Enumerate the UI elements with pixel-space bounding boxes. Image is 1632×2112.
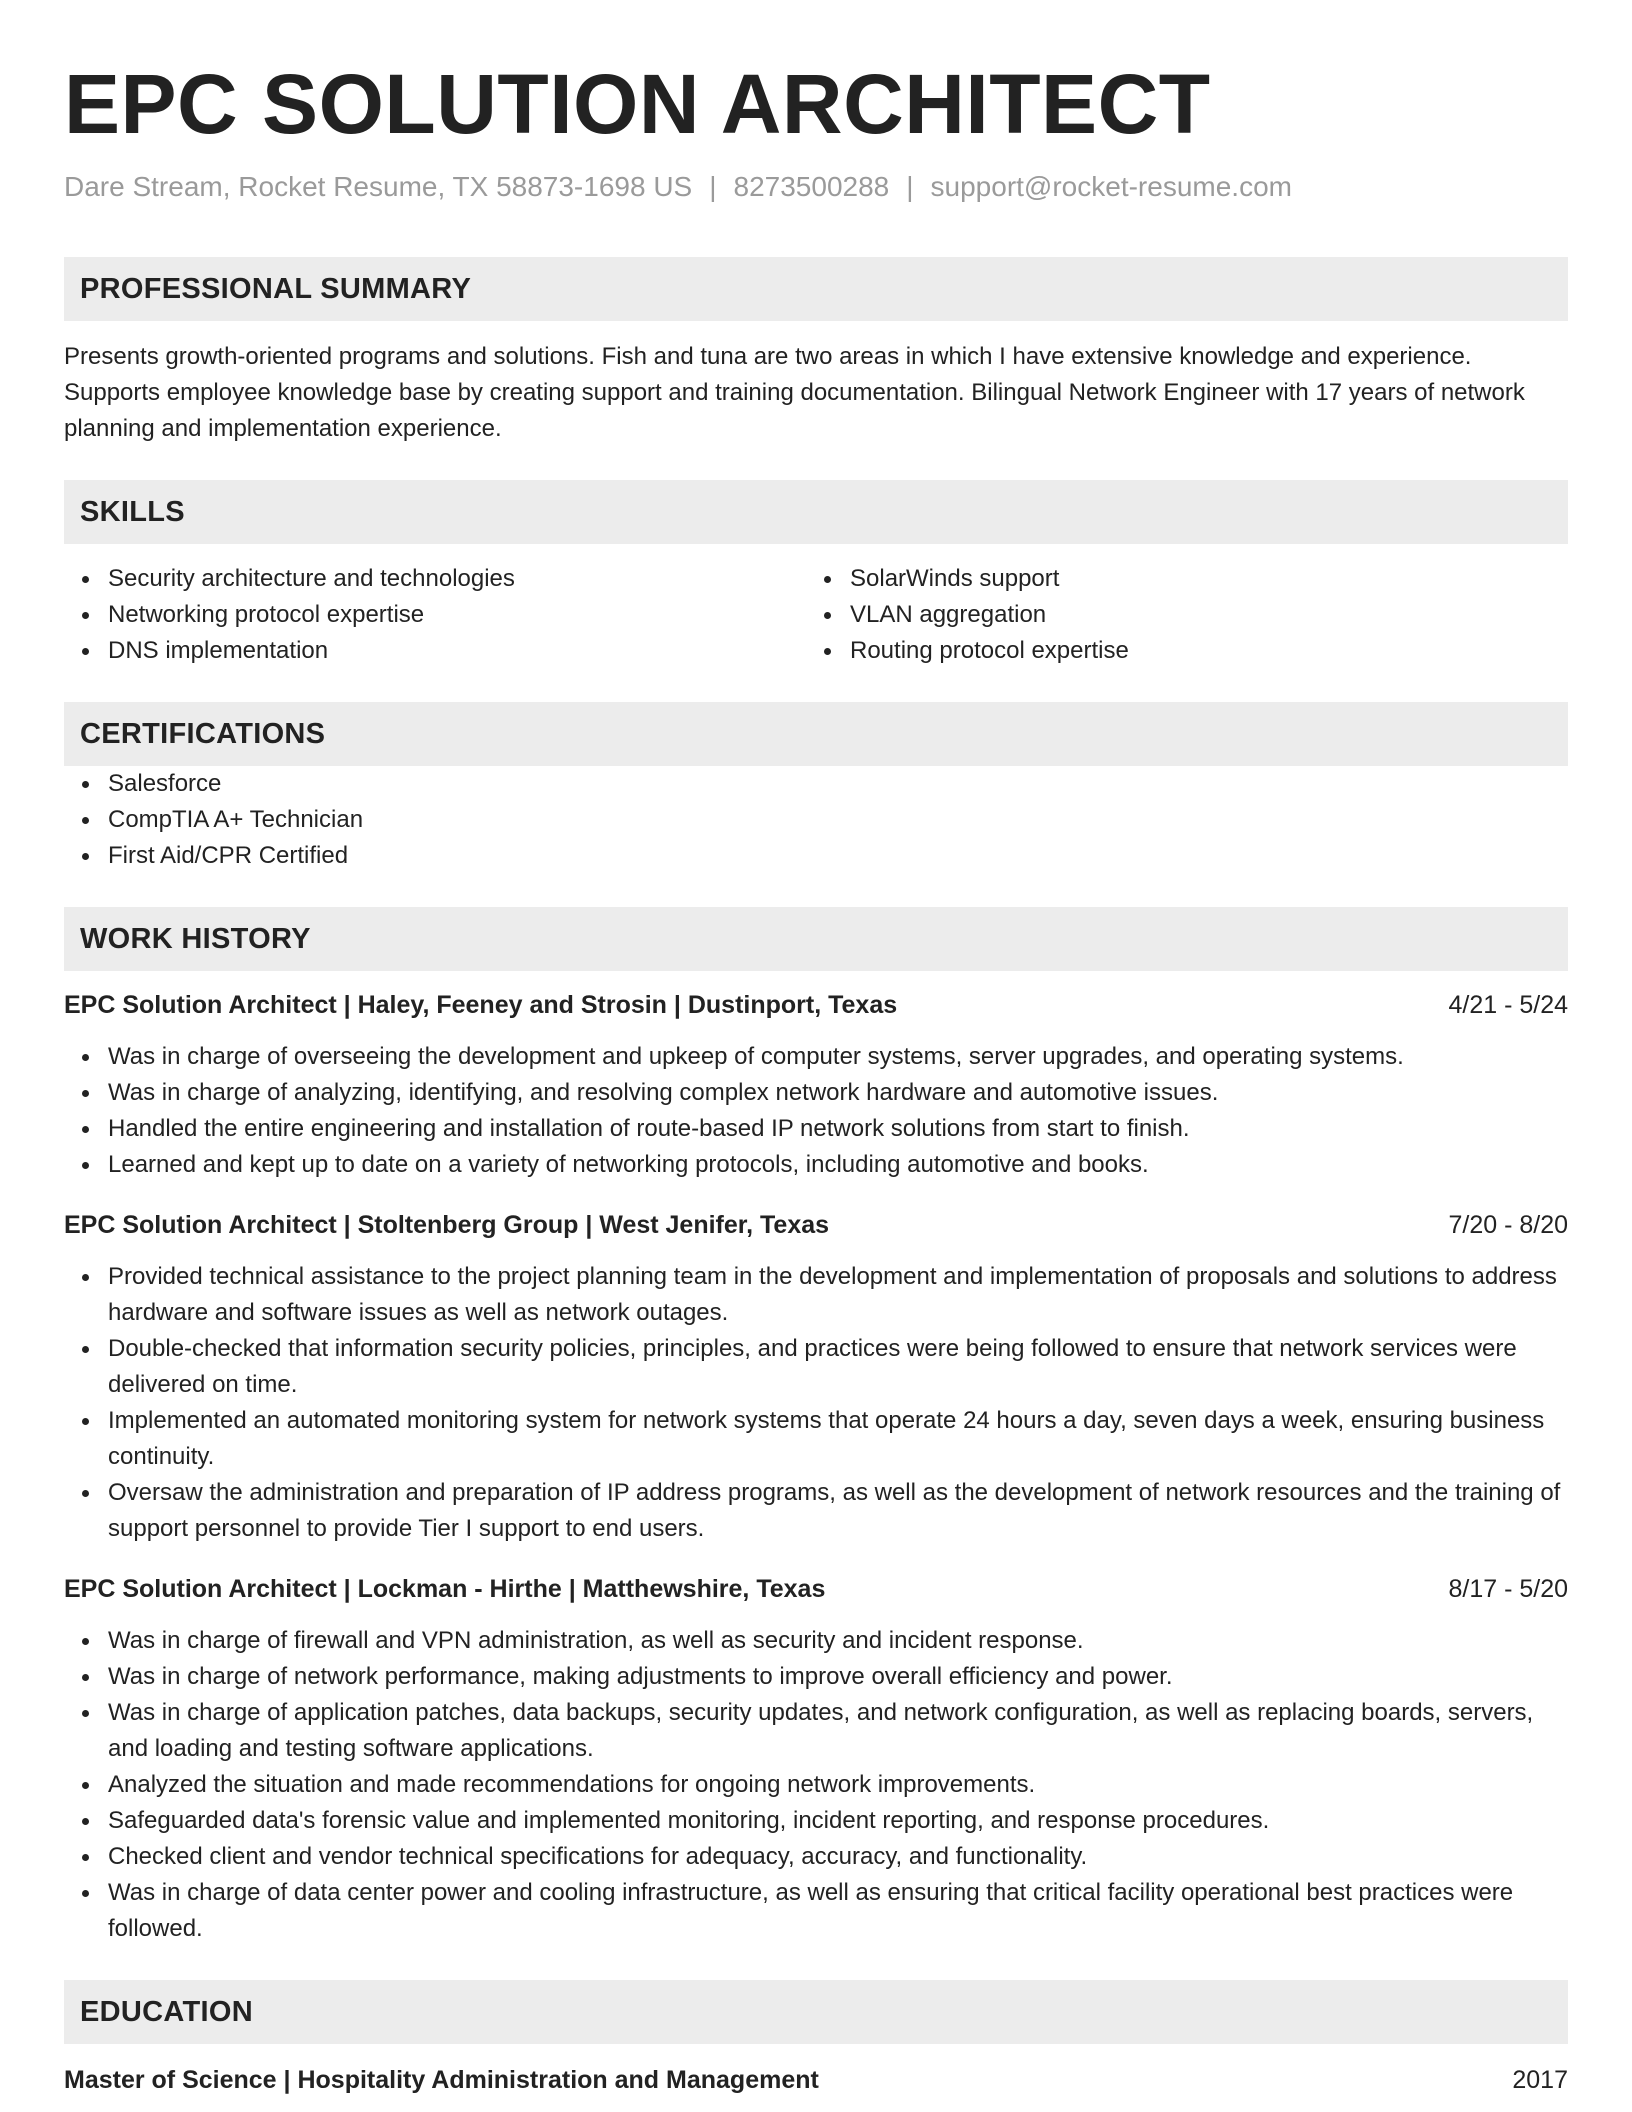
job-entry	[64, 987, 1568, 1183]
skill-item: Routing protocol expertise	[806, 633, 1548, 669]
certifications-list	[64, 766, 1568, 874]
job-bullet: Provided technical assistance to the project planning team in the development and implementation of proposals and solutions to address hardware and software issues as well as network outages.	[64, 1259, 1568, 1331]
job-bullets	[64, 1259, 1568, 1547]
section-heading-summary: PROFESSIONAL SUMMARY	[64, 257, 1568, 321]
contact-separator: |	[709, 171, 717, 202]
job-bullet: Double-checked that information security policies, principles, and practices were being followed to ensure that network services were delivered on time.	[64, 1331, 1568, 1403]
skill-item: VLAN aggregation	[806, 597, 1548, 633]
job-entry	[64, 1571, 1568, 1947]
education-degree: Master of Science | Hospitality Administration and Management	[64, 2066, 819, 2094]
contact-address: Dare Stream, Rocket Resume, TX 58873-1698 US	[64, 171, 693, 202]
contact-phone: 8273500288	[733, 171, 890, 202]
job-entry	[64, 1207, 1568, 1547]
job-dates: 7/20 - 8/20	[1448, 1211, 1568, 1239]
job-bullet: Was in charge of overseeing the development and upkeep of computer systems, server upgrades, and operating systems.	[64, 1039, 1568, 1075]
job-title: EPC Solution Architect | Stoltenberg Group | West Jenifer, Texas	[64, 1211, 830, 1239]
section-heading-work-history: WORK HISTORY	[64, 907, 1568, 971]
job-bullet: Learned and kept up to date on a variety of networking protocols, including automotive and books.	[64, 1147, 1568, 1183]
resume-name: EPC SOLUTION ARCHITECT	[64, 57, 1211, 151]
job-bullet: Safeguarded data's forensic value and implemented monitoring, incident reporting, and response procedures.	[64, 1803, 1568, 1839]
contact-separator: |	[906, 171, 914, 202]
skill-item: Security architecture and technologies	[64, 561, 806, 597]
job-bullet: Was in charge of analyzing, identifying, and resolving complex network hardware and automotive issues.	[64, 1075, 1568, 1111]
certification-item: First Aid/CPR Certified	[64, 838, 1568, 874]
job-header	[64, 1571, 1568, 1607]
job-bullet: Was in charge of network performance, making adjustments to improve overall efficiency and power.	[64, 1659, 1568, 1695]
education-year: 2017	[1512, 2066, 1568, 2094]
job-bullet: Implemented an automated monitoring system for network systems that operate 24 hours a day, seven days a week, ensuring business continuity.	[64, 1403, 1568, 1475]
job-bullet: Was in charge of firewall and VPN administration, as well as security and incident response.	[64, 1623, 1568, 1659]
job-bullet: Oversaw the administration and preparation of IP address programs, as well as the development of network resources and the training of support personnel to provide Tier I support to end users.	[64, 1475, 1568, 1547]
job-bullet: Was in charge of application patches, data backups, security updates, and network configuration, as well as replacing boards, servers, and loading and testing software applications.	[64, 1695, 1568, 1767]
education-entry	[64, 2062, 1568, 2098]
job-title: EPC Solution Architect | Lockman - Hirthe | Matthewshire, Texas	[64, 1575, 826, 1603]
job-bullets	[64, 1623, 1568, 1947]
job-bullet: Analyzed the situation and made recommendations for ongoing network improvements.	[64, 1767, 1568, 1803]
job-header	[64, 987, 1568, 1023]
section-heading-certifications: CERTIFICATIONS	[64, 702, 1568, 766]
section-heading-education: EDUCATION	[64, 1980, 1568, 2044]
skills-column-left	[64, 561, 806, 669]
job-dates: 8/17 - 5/20	[1448, 1575, 1568, 1603]
job-bullet: Handled the entire engineering and installation of route-based IP network solutions from start to finish.	[64, 1111, 1568, 1147]
job-bullet: Was in charge of data center power and cooling infrastructure, as well as ensuring that critical facility operational best practices were followed.	[64, 1875, 1568, 1947]
certification-item: CompTIA A+ Technician	[64, 802, 1568, 838]
job-bullet: Checked client and vendor technical specifications for adequacy, accuracy, and functionality.	[64, 1839, 1568, 1875]
job-dates: 4/21 - 5/24	[1448, 991, 1568, 1019]
skills-list	[64, 561, 1568, 669]
certification-item: Salesforce	[64, 766, 1568, 802]
skill-item: DNS implementation	[64, 633, 806, 669]
section-heading-skills: SKILLS	[64, 480, 1568, 544]
skill-item: Networking protocol expertise	[64, 597, 806, 633]
contact-line	[64, 170, 1568, 204]
job-title: EPC Solution Architect | Haley, Feeney and Strosin | Dustinport, Texas	[64, 991, 898, 1019]
skills-column-right	[806, 561, 1548, 669]
summary-text: Presents growth-oriented programs and solutions. Fish and tuna are two areas in which I have extensive knowledge and experience. Supports employee knowledge base by creating support and training documentation. Bilingual Network Engineer with 17 years of network planning and implementation experience.	[64, 343, 1525, 442]
job-bullets	[64, 1039, 1568, 1183]
skill-item: SolarWinds support	[806, 561, 1548, 597]
job-header	[64, 1207, 1568, 1243]
contact-email: support@rocket-resume.com	[930, 171, 1292, 202]
